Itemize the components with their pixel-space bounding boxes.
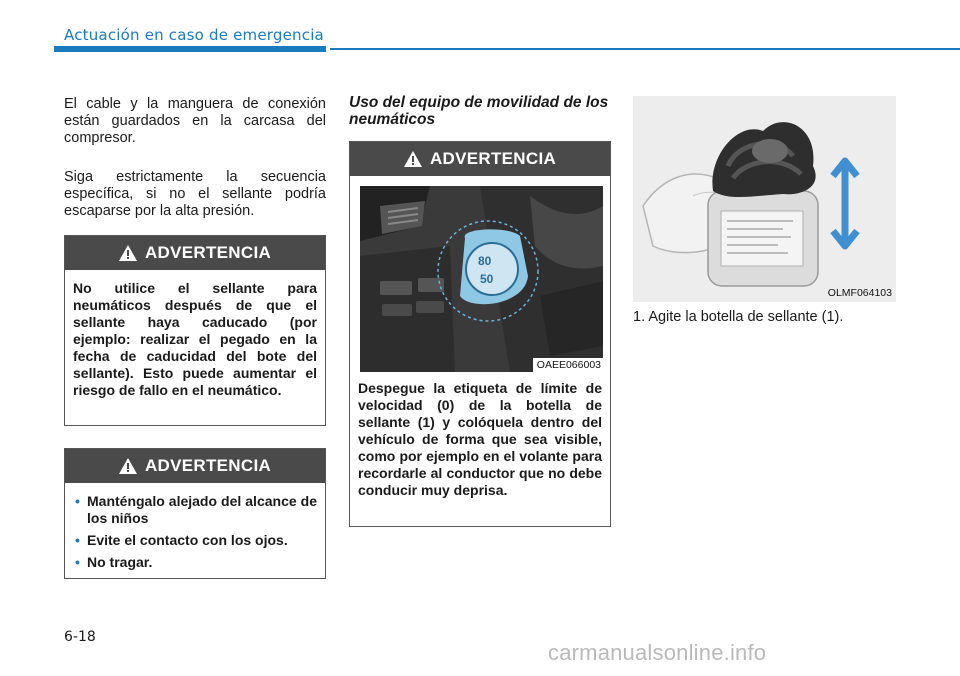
- bullet-icon: •: [75, 532, 80, 548]
- header-rule-thin: [330, 48, 960, 50]
- paragraph-cable-storage: El cable y la manguera de conexión están guardados en la carcasa del compresor.: [64, 96, 326, 146]
- sealant-bottle-figure: [633, 96, 896, 302]
- bullet-icon: •: [75, 493, 80, 509]
- bullet-icon: •: [75, 554, 80, 570]
- subheading-mobility-kit: Uso del equipo de movilidad de los neumáticos: [349, 94, 609, 128]
- speed-label-top: 80: [478, 254, 492, 268]
- speed-label-bottom: 50: [480, 272, 494, 286]
- warning-triangle-icon: [119, 245, 137, 261]
- warning-header: [65, 449, 325, 483]
- warning-list: [65, 483, 325, 571]
- step-shake-bottle: 1. Agite la botella de sellante (1).: [633, 309, 844, 325]
- list-item: [75, 554, 317, 571]
- warning-triangle-icon: [404, 151, 422, 167]
- warning-box-expiry: [64, 235, 326, 426]
- list-item-text: Manténgalo alejado del alcance de los niños: [87, 493, 317, 526]
- warning-title: ADVERTENCIA: [429, 149, 557, 168]
- list-item-text: No tragar.: [87, 554, 153, 570]
- warning-text: No utilice el sellante para neumáticos después de que el sellante haya caducado (por ejemplo: realizar el pegado en la fecha de caducidad del bote del sellante). Esto puede aumentar el riesgo de fallo en el neumático.: [73, 280, 317, 398]
- header-rule-thick: [54, 46, 326, 52]
- warning-box-safety: [64, 448, 326, 579]
- list-item-text: Evite el contacto con los ojos.: [87, 532, 288, 548]
- list-item: [75, 532, 317, 549]
- warning-header: [350, 142, 610, 176]
- warning-title: ADVERTENCIA: [144, 243, 272, 262]
- paragraph-sequence: Siga estrictamente la secuencia específica, si no el sellante podría escaparse por la alta presión.: [64, 169, 326, 219]
- warning-text: Despegue la etiqueta de límite de velocidad (0) de la botella de sellante (1) y colóquela dentro del vehículo de forma que sea visible, como por ejemplo en el volante para recordarle al conductor que no debe conducir muy deprisa.: [358, 380, 602, 498]
- figure-code: OAEE066003: [533, 358, 603, 372]
- figure-code: OLMF064103: [827, 287, 892, 299]
- warning-box-speed-label: [349, 141, 611, 527]
- list-item: [75, 493, 317, 527]
- warning-header: [65, 236, 325, 270]
- page-number: 6-18: [64, 629, 96, 645]
- section-title: Actuación en caso de emergencia: [64, 26, 324, 44]
- sealant-bottle-illustration: [633, 96, 896, 302]
- dashboard-figure: [360, 186, 603, 372]
- warning-title: ADVERTENCIA: [144, 456, 272, 475]
- watermark: carmanualsonline.info: [548, 640, 767, 665]
- warning-triangle-icon: [119, 458, 137, 474]
